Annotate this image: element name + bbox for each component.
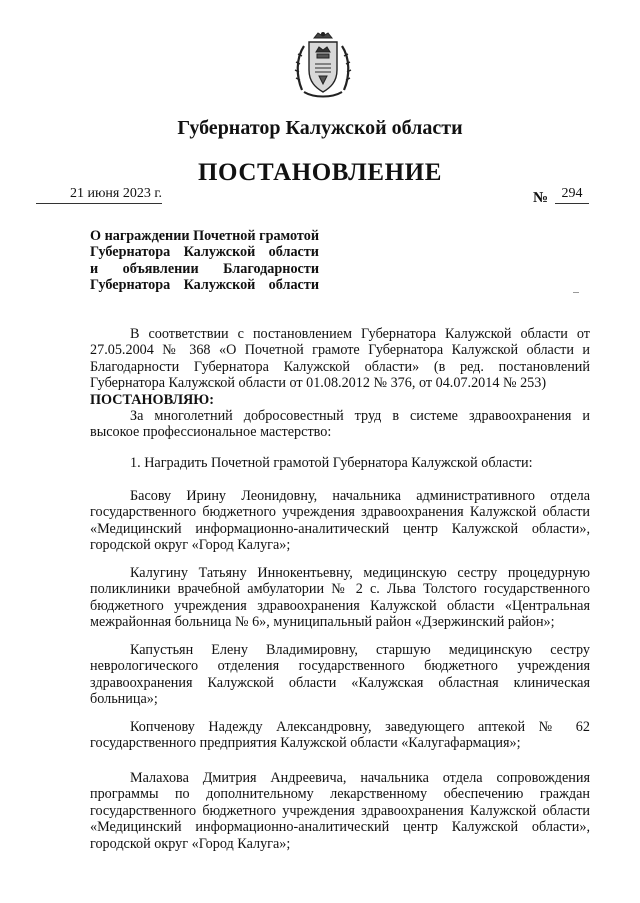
subject-word: области (268, 244, 319, 261)
awardee-text: Калугину Татьяну Иннокентьевну, медицинскую сестру процедурную поликлиники врачебной амбулатории № 2 с. Льва Толстого государственного бюджетного учреждения здравоохранения Калужской области «Центральная межрайонная больница № 6», муниципальный район «Дзержинский район»; (90, 565, 590, 631)
awardee-item (90, 488, 590, 554)
reason-text: За многолетний добросовестный труд в системе здравоохранения и высокое профессиональное мастерство: (90, 408, 590, 441)
awardee-item (90, 719, 590, 752)
point-1-text: 1. Наградить Почетной грамотой Губернатора Калужской области: (130, 455, 533, 471)
issuer-title: Губернатор Калужской области (177, 117, 463, 139)
coat-of-arms-icon (292, 30, 354, 100)
awardee-item (90, 642, 590, 708)
awardee-item (90, 565, 590, 631)
document-subject (90, 228, 319, 294)
awardee-text: Копченову Надежду Александровну, заведующего аптекой № 62 государственного предприятия Калужской области «Калугафармация»; (90, 719, 590, 752)
subject-word: объявлении (122, 260, 199, 277)
subject-line: Губернатора Калужской области (90, 277, 319, 294)
subject-word: и (90, 260, 99, 277)
preamble-text: В соответствии с постановлением Губернатора Калужской области от 27.05.2004 № 368 «О Почетной грамоте Губернатора Калужской области и Благодарности Губернатора Калужской области» (в ред. постановлений Губернатора Калужской области от 01.08.2012 № 376, от 04.07.2014 № 253) (90, 326, 590, 392)
margin-mark (573, 292, 579, 293)
document-date: 21 июня 2023 г. (36, 186, 162, 204)
subject-word: Калужской (183, 244, 256, 261)
subject-line-justified (90, 261, 319, 277)
document-type: ПОСТАНОВЛЕНИЕ (197, 159, 443, 186)
awardee-item (90, 770, 590, 852)
document-number: 294 (555, 186, 589, 204)
point-1 (90, 455, 590, 471)
decree-word: ПОСТАНОВЛЯЮ: (90, 391, 215, 408)
number-label: № (533, 190, 549, 206)
subject-line-justified (90, 244, 319, 260)
subject-word: Благодарности (223, 260, 319, 277)
subject-word: Губернатора (90, 244, 171, 261)
subject-line: О награждении Почетной грамотой (90, 228, 319, 244)
awardee-text: Басову Ирину Леонидовну, начальника административного отдела государственного бюджетного учреждения здравоохранения Калужской области «Медицинский информационно-аналитический центр Калужской области», городской округ «Город Калуга»; (90, 488, 590, 554)
awardee-text: Малахова Дмитрия Андреевича, начальника отдела сопровождения программы по дополнительному лекарственному обеспечению граждан государственного бюджетного учреждения здравоохранения Калужской области «Медицинский информационно-аналитический центр Калужской области», городской округ «Город Калуга»; (90, 770, 590, 852)
preamble-block (90, 326, 590, 441)
awardee-text: Капустьян Елену Владимировну, старшую медицинскую сестру неврологического отделения государственного бюджетного учреждения здравоохранения Калужской области «Калужская областная клиническая больница»; (90, 642, 590, 708)
